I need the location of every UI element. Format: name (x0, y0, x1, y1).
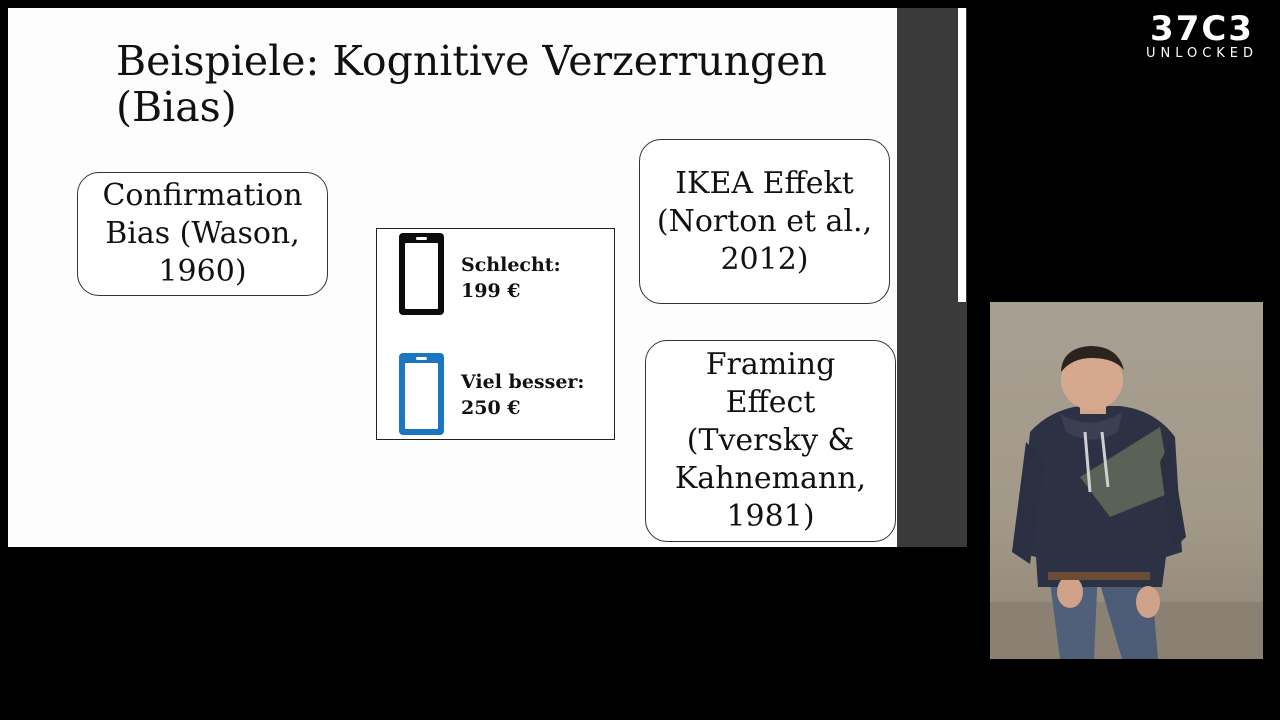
conference-logo (1133, 9, 1271, 62)
framing-effect-box: Framing Effect (Tversky & Kahnemann, 1981) (645, 340, 896, 542)
phone-price-comparison (376, 228, 615, 440)
speaker-person (990, 302, 1263, 659)
ikea-effect-box: IKEA Effekt (Norton et al., 2012) (639, 139, 890, 304)
logo-main-text: 37C3 (1150, 9, 1254, 49)
phone-bad-label: Schlecht: 199 € (461, 254, 561, 302)
phone-good-label: Viel besser: 250 € (461, 371, 585, 419)
phone-icon (399, 353, 444, 435)
presentation-slide (8, 8, 897, 547)
slide-title: Beispiele: Kognitive Verzerrungen (Bias) (116, 37, 827, 131)
speaker-video (990, 302, 1263, 659)
slide-sidebar-highlight (958, 8, 966, 302)
slide-sidebar (897, 8, 967, 547)
logo-sub-text: UNLOCKED (1145, 46, 1259, 61)
phone-icon (399, 233, 444, 315)
confirmation-bias-box: Confirmation Bias (Wason, 1960) (77, 172, 328, 296)
